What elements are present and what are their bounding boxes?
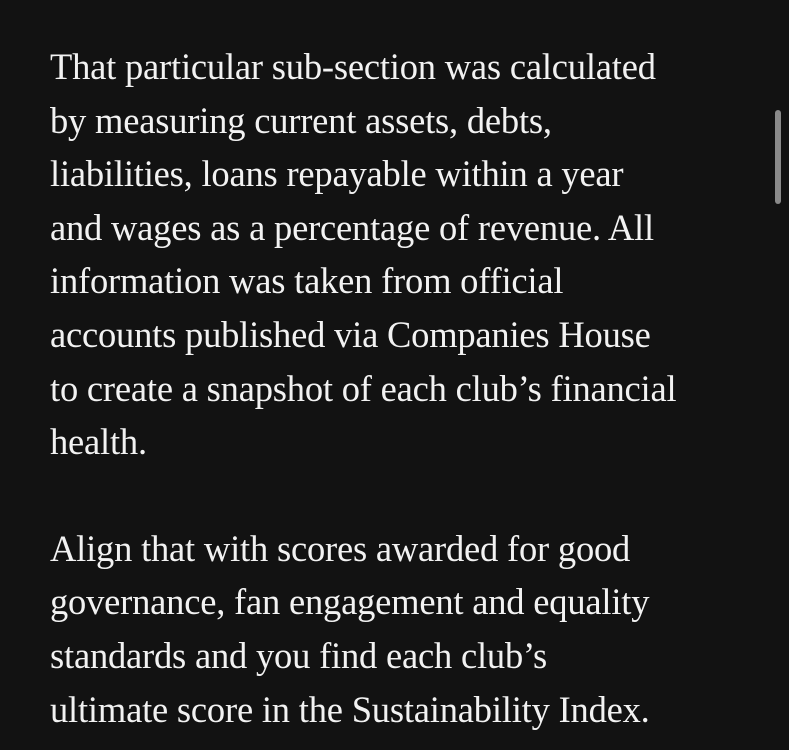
paragraph-2 bbox=[50, 522, 755, 736]
paragraph-line: ultimate score in the Sustainability Index. bbox=[50, 688, 650, 730]
paragraph-line: governance, fan engagement and equality bbox=[50, 581, 650, 623]
paragraph-1 bbox=[50, 40, 755, 469]
paragraph-line: information was taken from official bbox=[50, 260, 564, 302]
paragraph-line: by measuring current assets, debts, bbox=[50, 99, 552, 141]
paragraph-line: That particular sub-section was calculated bbox=[50, 46, 656, 87]
paragraph-line: Align that with scores awarded for good bbox=[50, 527, 631, 569]
paragraph-line: accounts published via Companies House bbox=[50, 313, 651, 355]
vertical-scrollbar-thumb[interactable] bbox=[775, 110, 781, 204]
paragraph-line: liabilities, loans repayable within a year bbox=[50, 153, 624, 195]
paragraph-line: to create a snapshot of each club’s financial bbox=[50, 367, 677, 409]
article-body bbox=[50, 40, 755, 736]
paragraph-line: standards and you find each club’s bbox=[50, 634, 547, 676]
paragraph-line: and wages as a percentage of revenue. All bbox=[50, 206, 654, 248]
paragraph-line: health. bbox=[50, 421, 147, 463]
